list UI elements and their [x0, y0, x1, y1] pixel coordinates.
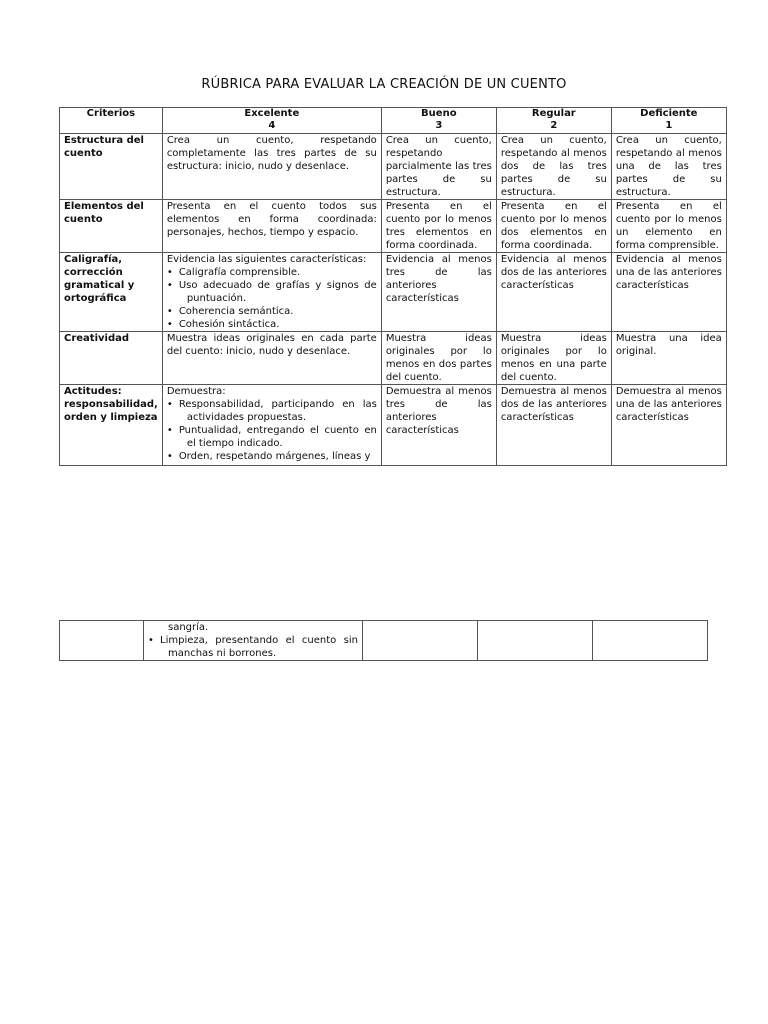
carryover-text: sangría. — [168, 622, 209, 633]
deficiente-cell: Demuestra al menos una de las anteriores características — [611, 385, 726, 466]
level-score: 3 — [435, 120, 443, 131]
bueno-cell — [363, 621, 478, 661]
table-row — [60, 385, 727, 466]
bueno-cell: Demuestra al menos tres de las anteriores características — [381, 385, 496, 466]
list-item: • Coherencia semántica. — [179, 305, 377, 318]
list-item: • Limpieza, presentando el cuento sin manchas ni borrones. — [160, 634, 358, 660]
level-label: Regular — [531, 108, 576, 119]
regular-cell: Muestra ideas originales por lo menos en una parte del cuento. — [496, 332, 611, 385]
characteristics-list — [167, 398, 377, 463]
excelente-cell — [144, 621, 363, 661]
deficiente-cell: Presenta en el cuento por lo menos un elemento en forma comprensible. — [611, 200, 726, 253]
table-row — [60, 332, 727, 385]
list-item: • Puntualidad, entregando el cuento en el tiempo indicado. — [179, 424, 377, 450]
characteristics-list — [148, 634, 358, 660]
header-row — [60, 108, 727, 134]
level-score: 1 — [665, 120, 673, 131]
criterion-cell: Creatividad — [60, 332, 163, 385]
cell-intro: Demuestra: — [166, 386, 226, 397]
criterion-cell — [60, 621, 144, 661]
table-row — [60, 621, 708, 661]
header-bueno — [381, 108, 496, 134]
rubric-table — [59, 107, 727, 466]
regular-cell — [478, 621, 593, 661]
bueno-cell: Presenta en el cuento por lo menos tres elementos en forma coordinada. — [381, 200, 496, 253]
bueno-cell: Muestra ideas originales por lo menos en dos partes del cuento. — [381, 332, 496, 385]
excelente-cell: Muestra ideas originales en cada parte del cuento: inicio, nudo y desenlace. — [162, 332, 381, 385]
table-row — [60, 134, 727, 200]
criterion-cell: Caligrafía, corrección gramatical y ortográfica — [60, 253, 163, 332]
document-title: RÚBRICA PARA EVALUAR LA CREACIÓN DE UN CUENTO — [201, 77, 567, 92]
level-label: Deficiente — [640, 108, 698, 119]
list-item: • Caligrafía comprensible. — [179, 266, 377, 279]
cell-intro: Evidencia las siguientes características: — [166, 254, 367, 265]
bueno-cell: Crea un cuento, respetando parcialmente las tres partes de su estructura. — [381, 134, 496, 200]
header-regular — [496, 108, 611, 134]
excelente-cell — [162, 385, 381, 466]
list-item: • Cohesión sintáctica. — [179, 318, 377, 331]
regular-cell: Evidencia al menos dos de las anteriores características — [496, 253, 611, 332]
excelente-cell: Crea un cuento, respetando completamente las tres partes de su estructura: inicio, nudo y desenlace. — [162, 134, 381, 200]
level-score: 4 — [268, 120, 276, 131]
deficiente-cell: Evidencia al menos una de las anteriores características — [611, 253, 726, 332]
level-label: Bueno — [421, 108, 457, 119]
list-item: • Orden, respetando márgenes, líneas y — [179, 450, 377, 463]
level-label: Excelente — [244, 108, 300, 119]
regular-cell: Presenta en el cuento por lo menos dos elementos en forma coordinada. — [496, 200, 611, 253]
deficiente-cell: Muestra una idea original. — [611, 332, 726, 385]
regular-cell: Demuestra al menos dos de las anteriores características — [496, 385, 611, 466]
deficiente-cell — [593, 621, 708, 661]
table-row — [60, 253, 727, 332]
characteristics-list — [167, 266, 377, 331]
list-item: • Responsabilidad, participando en las actividades propuestas. — [179, 398, 377, 424]
header-criterios: Criterios — [60, 108, 163, 134]
criterion-cell: Elementos del cuento — [60, 200, 163, 253]
criterion-cell: Estructura del cuento — [60, 134, 163, 200]
list-item: • Uso adecuado de grafías y signos de puntuación. — [179, 279, 377, 305]
header-deficiente — [611, 108, 726, 134]
regular-cell: Crea un cuento, respetando al menos dos de las tres partes de su estructura. — [496, 134, 611, 200]
rubric-table-continuation — [59, 620, 708, 661]
criterion-cell: Actitudes: responsabilidad, orden y limpieza — [60, 385, 163, 466]
table-row — [60, 200, 727, 253]
bueno-cell: Evidencia al menos tres de las anteriores características — [381, 253, 496, 332]
excelente-cell: Presenta en el cuento todos sus elementos en forma coordinada: personajes, hechos, tiempo y espacio. — [162, 200, 381, 253]
header-excelente — [162, 108, 381, 134]
deficiente-cell: Crea un cuento, respetando al menos una de las tres partes de su estructura. — [611, 134, 726, 200]
excelente-cell — [162, 253, 381, 332]
level-score: 2 — [550, 120, 558, 131]
